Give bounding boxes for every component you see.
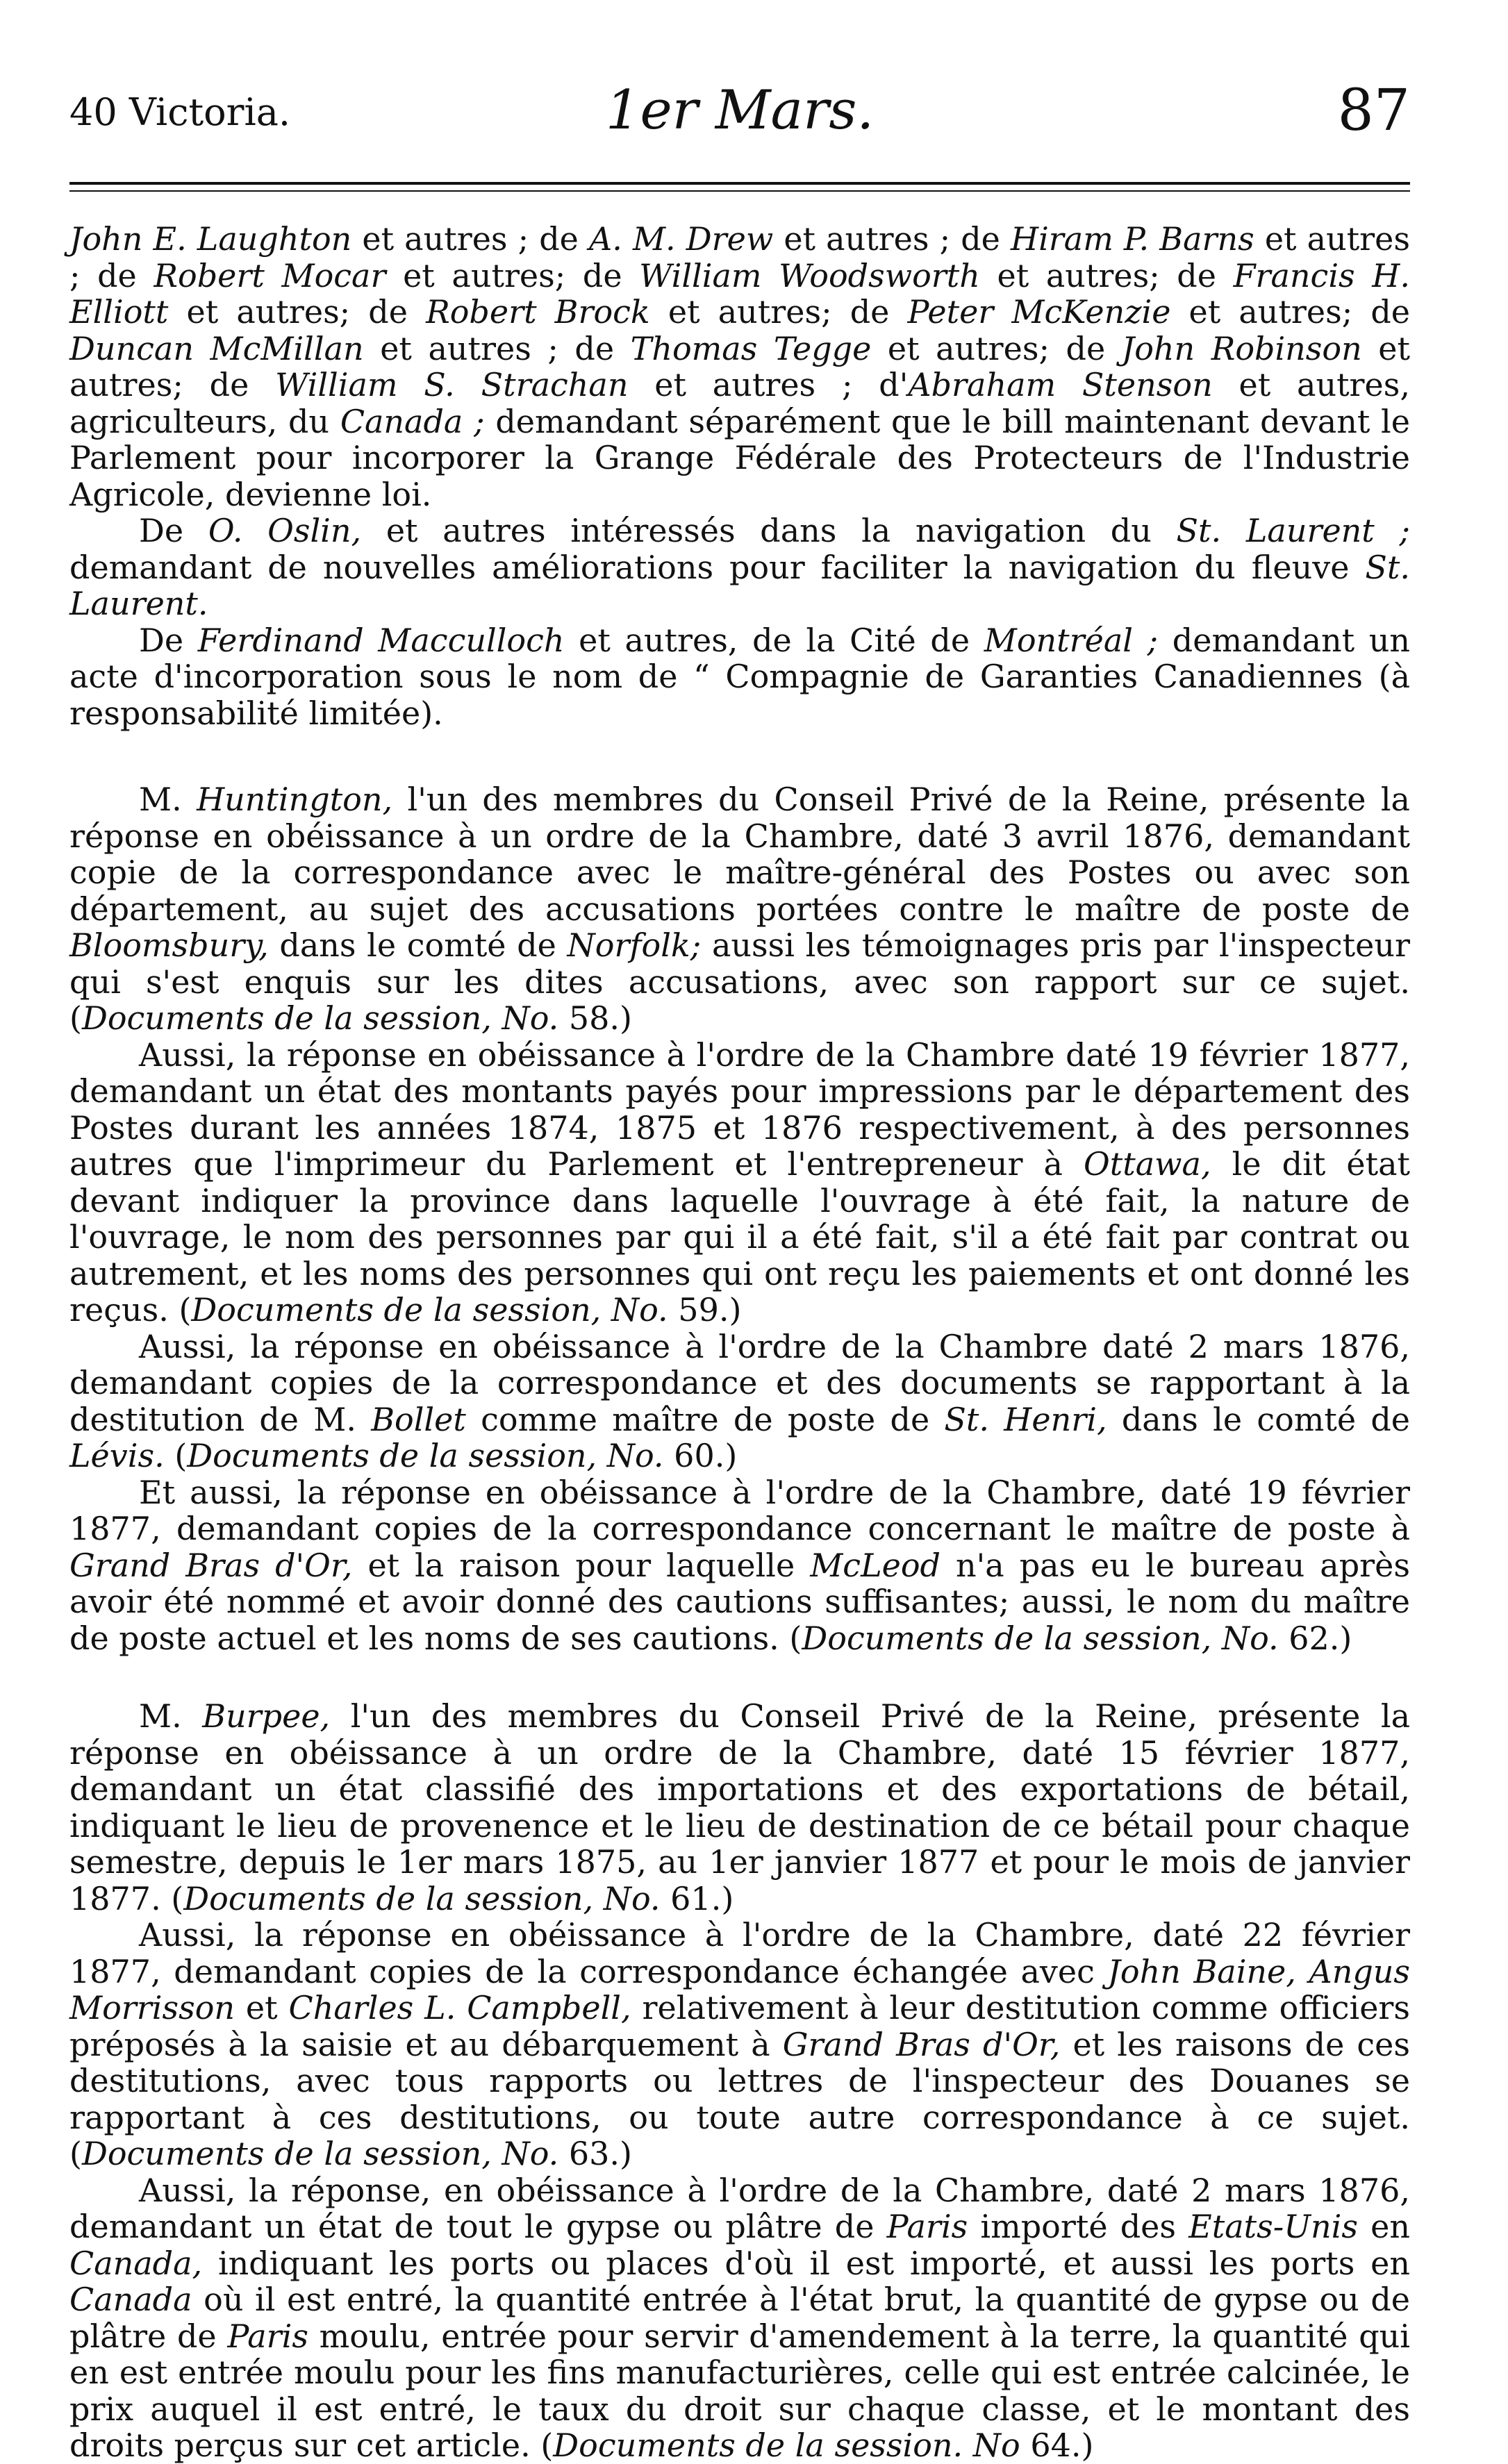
- grand-bras-dor-paragraph: Et aussi, la réponse en obéissance à l'ordre de la Chambre, daté 19 février 1877, demandant copies de la correspondance concernant le maître de poste à Grand Bras d'Or, et la raison pour laquelle McLeod n'a pas eu le bureau après avoir été nommé et avoir donné des cautions suffisantes; aussi, le nom du maître de poste actuel et les noms de ses cautions. (Documents de la session, No. 62.): [69, 1473, 1410, 1657]
- customs-officers-paragraph: Aussi, la réponse en obéissance à l'ordre de la Chambre, daté 22 février 1877, demandant copies de la correspondance échangée avec John Baine, Angus Morrisson et Charles L. Campbell, relativement à leur destitution comme officiers préposés à la saisie et au débarquement à Grand Bras d'Or, et les raisons de ces destitutions, avec tous rapports ou lettres de l'inspecteur des Douanes se rapportant à ces destitutions, ou toute autre correspondance à ce sujet. (Documents de la session, No. 63.): [69, 1916, 1411, 2172]
- header-rule-thick: [69, 182, 1410, 185]
- macculloch-paragraph: De Ferdinand Macculloch et autres, de la Cité de Montréal ; demandant un acte d'incorporation sous le nom de “ Compagnie de Garanties Canadiennes (à responsabilité limitée).: [69, 621, 1410, 732]
- burpee-paragraph: M. Burpee, l'un des membres du Conseil Privé de la Reine, présente la réponse en obéissance à un ordre de la Chambre, daté 15 février 1877, demandant un état classifié des importations et des exportations de bétail, indiquant le lieu de provenence et le lieu de destination de ce bétail pour chaque semestre, depuis le 1er mars 1875, au 1er janvier 1877 et pour le mois de janvier 1877. (Documents de la session, No. 61.): [69, 1697, 1410, 1917]
- page-header: [69, 75, 1410, 151]
- page-number: 87: [1337, 78, 1410, 144]
- gypsum-paragraph: Aussi, la réponse, en obéissance à l'ordre de la Chambre, daté 2 mars 1876, demandant un état de tout le gypse ou plâtre de Paris importé des Etats-Unis en Canada, indiquant les ports ou places d'où il est importé, et aussi les ports en Canada où il est entré, la quantité entrée à l'état brut, la quantité de gypse ou de plâtre de Paris moulu, entrée pour servir d'amendement à la terre, la quantité qui en est entrée moulu pour les fins manufacturières, celle qui est entrée calcinée, le prix auquel il est entré, le taux du droit sur chaque classe, et le montant des droits perçus sur cet article. (Documents de la session. No 64.): [69, 2171, 1410, 2464]
- bollet-paragraph: Aussi, la réponse en obéissance à l'ordre de la Chambre daté 2 mars 1876, demandant copies de la correspondance et des documents se rapportant à la destitution de M. Bollet comme maître de poste de St. Henri, dans le comté de Lévis. (Documents de la session, No. 60.): [69, 1327, 1411, 1474]
- section-gap: [69, 731, 1410, 781]
- header-session: 40 Victoria.: [69, 90, 291, 134]
- page-body: [69, 221, 1410, 2464]
- oslin-paragraph: De O. Oslin, et autres intéressés dans la navigation du St. Laurent ; demandant de nouvelles améliorations pour faciliter la navigation du fleuve St. Laurent.: [69, 512, 1410, 622]
- printing-payments-paragraph: Aussi, la réponse en obéissance à l'ordre de la Chambre daté 19 février 1877, demandant un état des montants payés pour impressions par le département des Postes durant les années 1874, 1875 et 1876 respectivement, à des personnes autres que l'imprimeur du Parlement et l'entrepreneur à Ottawa, le dit état devant indiquer la province dans laquelle l'ouvrage à été fait, la nature de l'ouvrage, le nom des personnes par qui il a été fait, s'il a été fait par contrat ou autrement, et les noms des personnes qui ont reçu les paiements et ont donné les reçus. (Documents de la session, No. 59.): [69, 1035, 1411, 1329]
- petitions-paragraph: John E. Laughton et autres ; de A. M. Drew et autres ; de Hiram P. Barns et autres ; de Robert Mocar et autres; de William Woodsworth et autres; de Francis H. Elliott et autres; de Robert Brock et autres; de Peter McKenzie et autres; de Duncan McMillan et autres ; de Thomas Tegge et autres; de John Robinson et autres; de William S. Strachan et autres ; d'Abraham Stenson et autres, agriculteurs, du Canada ; demandant séparément que le bill maintenant devant le Parlement pour incorporer la Grange Fédérale des Protecteurs de l'Industrie Agricole, devienne loi.: [69, 220, 1411, 513]
- header-date: 1er Mars.: [605, 79, 875, 142]
- section-gap: [69, 1656, 1410, 1698]
- huntington-paragraph: M. Huntington, l'un des membres du Conseil Privé de la Reine, présente la réponse en obéissance à un ordre de la Chambre, daté 3 avril 1876, demandant copie de la correspondance avec le maître-général des Postes ou avec son département, au sujet des accusations portées contre le maître de poste de Bloomsbury, dans le comté de Norfolk; aussi les témoignages pris par l'inspecteur qui s'est enquis sur les dites accusations, avec son rapport sur ce sujet. (Documents de la session, No. 58.): [69, 781, 1410, 1037]
- header-rule-thin: [69, 190, 1410, 192]
